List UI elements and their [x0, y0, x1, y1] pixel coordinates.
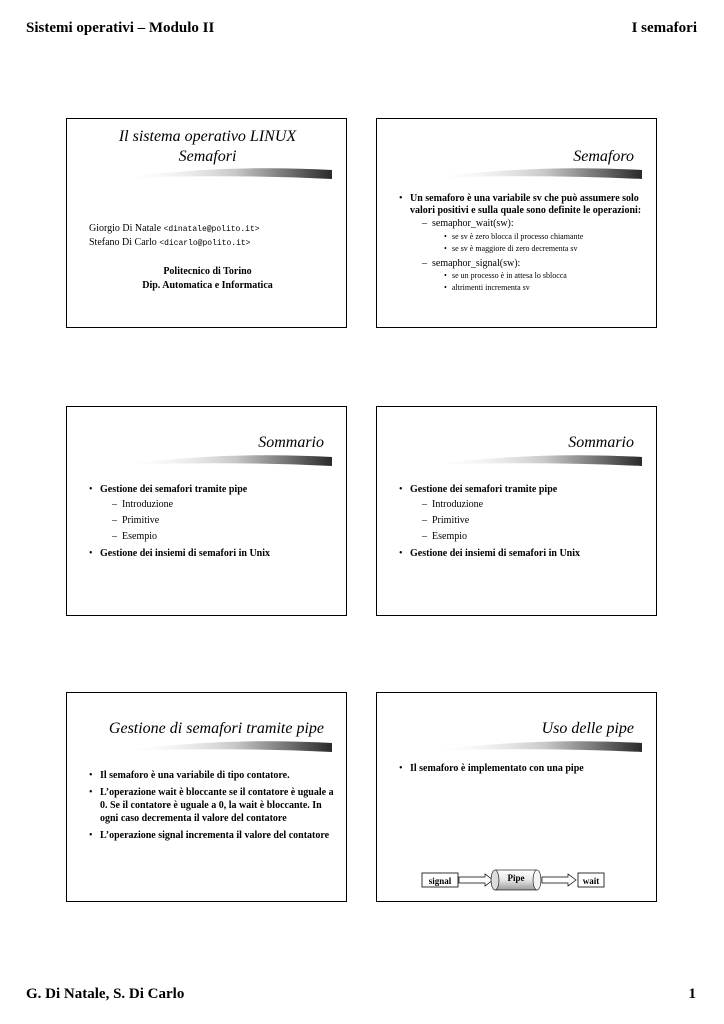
sub-bullet: – Introduzione: [422, 498, 644, 511]
bullet: • Gestione dei insiemi di semafori in Unix: [399, 547, 644, 560]
title-swoosh-decoration: [117, 453, 332, 469]
slide-content: [399, 483, 644, 564]
bullet: • Gestione dei insiemi di semafori in Unix: [89, 547, 334, 560]
slide-title-heading: [67, 127, 348, 167]
institution-line-1: Politecnico di Torino: [163, 266, 252, 277]
bullet: • Un semaforo è una variabile sv che può assumere solo valori positivi e sulla quale sono definite le operazioni: – semaphor_wait(sw): • se sv è zero blocca il processo chiamante • se sv è maggiore di zero decrementa sv – semaphor_signal(sw): • se un processo è in attesa lo sblocca • altrimenti incrementa sv: [399, 193, 644, 294]
sub-sub-bullet: • se un processo è in attesa lo sblocca: [444, 270, 644, 282]
page-header-left: Sistemi operativi – Modulo II: [26, 20, 215, 36]
sub-bullet: – Esempio: [112, 530, 334, 543]
slide-heading: Semaforo: [573, 148, 634, 165]
author-email-2[interactable]: <dicarlo@polito.it>: [159, 239, 251, 248]
title-line-2: Semafori: [178, 148, 237, 165]
sub-bullet: – semaphor_signal(sw): • se un processo è in attesa lo sblocca • altrimenti incrementa sv: [422, 258, 644, 295]
diagram-label-pipe: Pipe: [507, 873, 525, 883]
title-swoosh-decoration: [117, 739, 332, 755]
institution-line-2: Dip. Automatica e Informatica: [142, 280, 273, 291]
bullet: • Il semaforo è implementato con una pipe: [399, 763, 644, 776]
slide-sommario-2: [376, 406, 657, 616]
bullet: • L’operazione signal incrementa il valore del contatore: [89, 829, 334, 842]
sub-sub-bullet: • se sv è maggiore di zero decrementa sv: [444, 243, 644, 255]
title-swoosh-decoration: [117, 166, 332, 182]
sub-bullet: – Introduzione: [112, 498, 334, 511]
sub-bullet: – Esempio: [422, 530, 644, 543]
slide-content: [399, 193, 644, 298]
bullet: • Gestione dei semafori tramite pipe – Introduzione – Primitive – Esempio: [399, 483, 644, 543]
slide-uso-pipe: [376, 692, 657, 902]
author-line-1: Giorgio Di Natale <dinatale@polito.it>: [89, 223, 260, 234]
slide-gestione-pipe: [66, 692, 347, 902]
slide-sommario-1: [66, 406, 347, 616]
sub-sub-bullet: • se sv è zero blocca il processo chiamante: [444, 231, 644, 243]
author-email-1[interactable]: <dinatale@polito.it>: [163, 225, 260, 234]
arrow-to-pipe-icon: [459, 874, 493, 886]
diagram-label-wait: wait: [582, 876, 600, 886]
bullet: • L’operazione wait è bloccante se il contatore è uguale a 0. Se il contatore è uguale a 0, la wait è bloccante. In ogni caso decrementa il valore del contatore: [89, 786, 334, 825]
sub-bullet: – semaphor_wait(sw): • se sv è zero blocca il processo chiamante • se sv è maggiore di zero decrementa sv: [422, 218, 644, 255]
page-header-right: I semafori: [631, 20, 697, 36]
slide-heading: Sommario: [258, 434, 324, 451]
title-swoosh-decoration: [427, 739, 642, 755]
slide-semaforo: [376, 118, 657, 328]
bullet: • Il semaforo è una variabile di tipo contatore.: [89, 769, 334, 782]
slide-content: [89, 769, 334, 846]
slide-heading: Sommario: [568, 434, 634, 451]
slide-content: [89, 483, 334, 564]
title-swoosh-decoration: [427, 166, 642, 182]
diagram-label-signal: signal: [428, 876, 452, 886]
bullet: • Gestione dei semafori tramite pipe – Introduzione – Primitive – Esempio: [89, 483, 334, 543]
slide-title: [66, 118, 347, 328]
sub-bullet: – Primitive: [422, 514, 644, 527]
title-line-1: Il sistema operativo LINUX: [118, 128, 297, 145]
slide-heading: Uso delle pipe: [541, 720, 634, 737]
slide-heading: Gestione di semafori tramite pipe: [108, 720, 324, 737]
page-number: 1: [688, 986, 696, 1002]
authors-block: [89, 222, 334, 250]
page-footer-authors: G. Di Natale, S. Di Carlo: [26, 986, 185, 1002]
arrow-to-wait-icon: [542, 874, 576, 886]
sub-bullet: – Primitive: [112, 514, 334, 527]
author-line-2: Stefano Di Carlo <dicarlo@polito.it>: [89, 237, 251, 248]
institution-block: [67, 265, 348, 293]
slide-content: [399, 763, 644, 780]
title-swoosh-decoration: [427, 453, 642, 469]
sub-sub-bullet: • altrimenti incrementa sv: [444, 282, 644, 294]
